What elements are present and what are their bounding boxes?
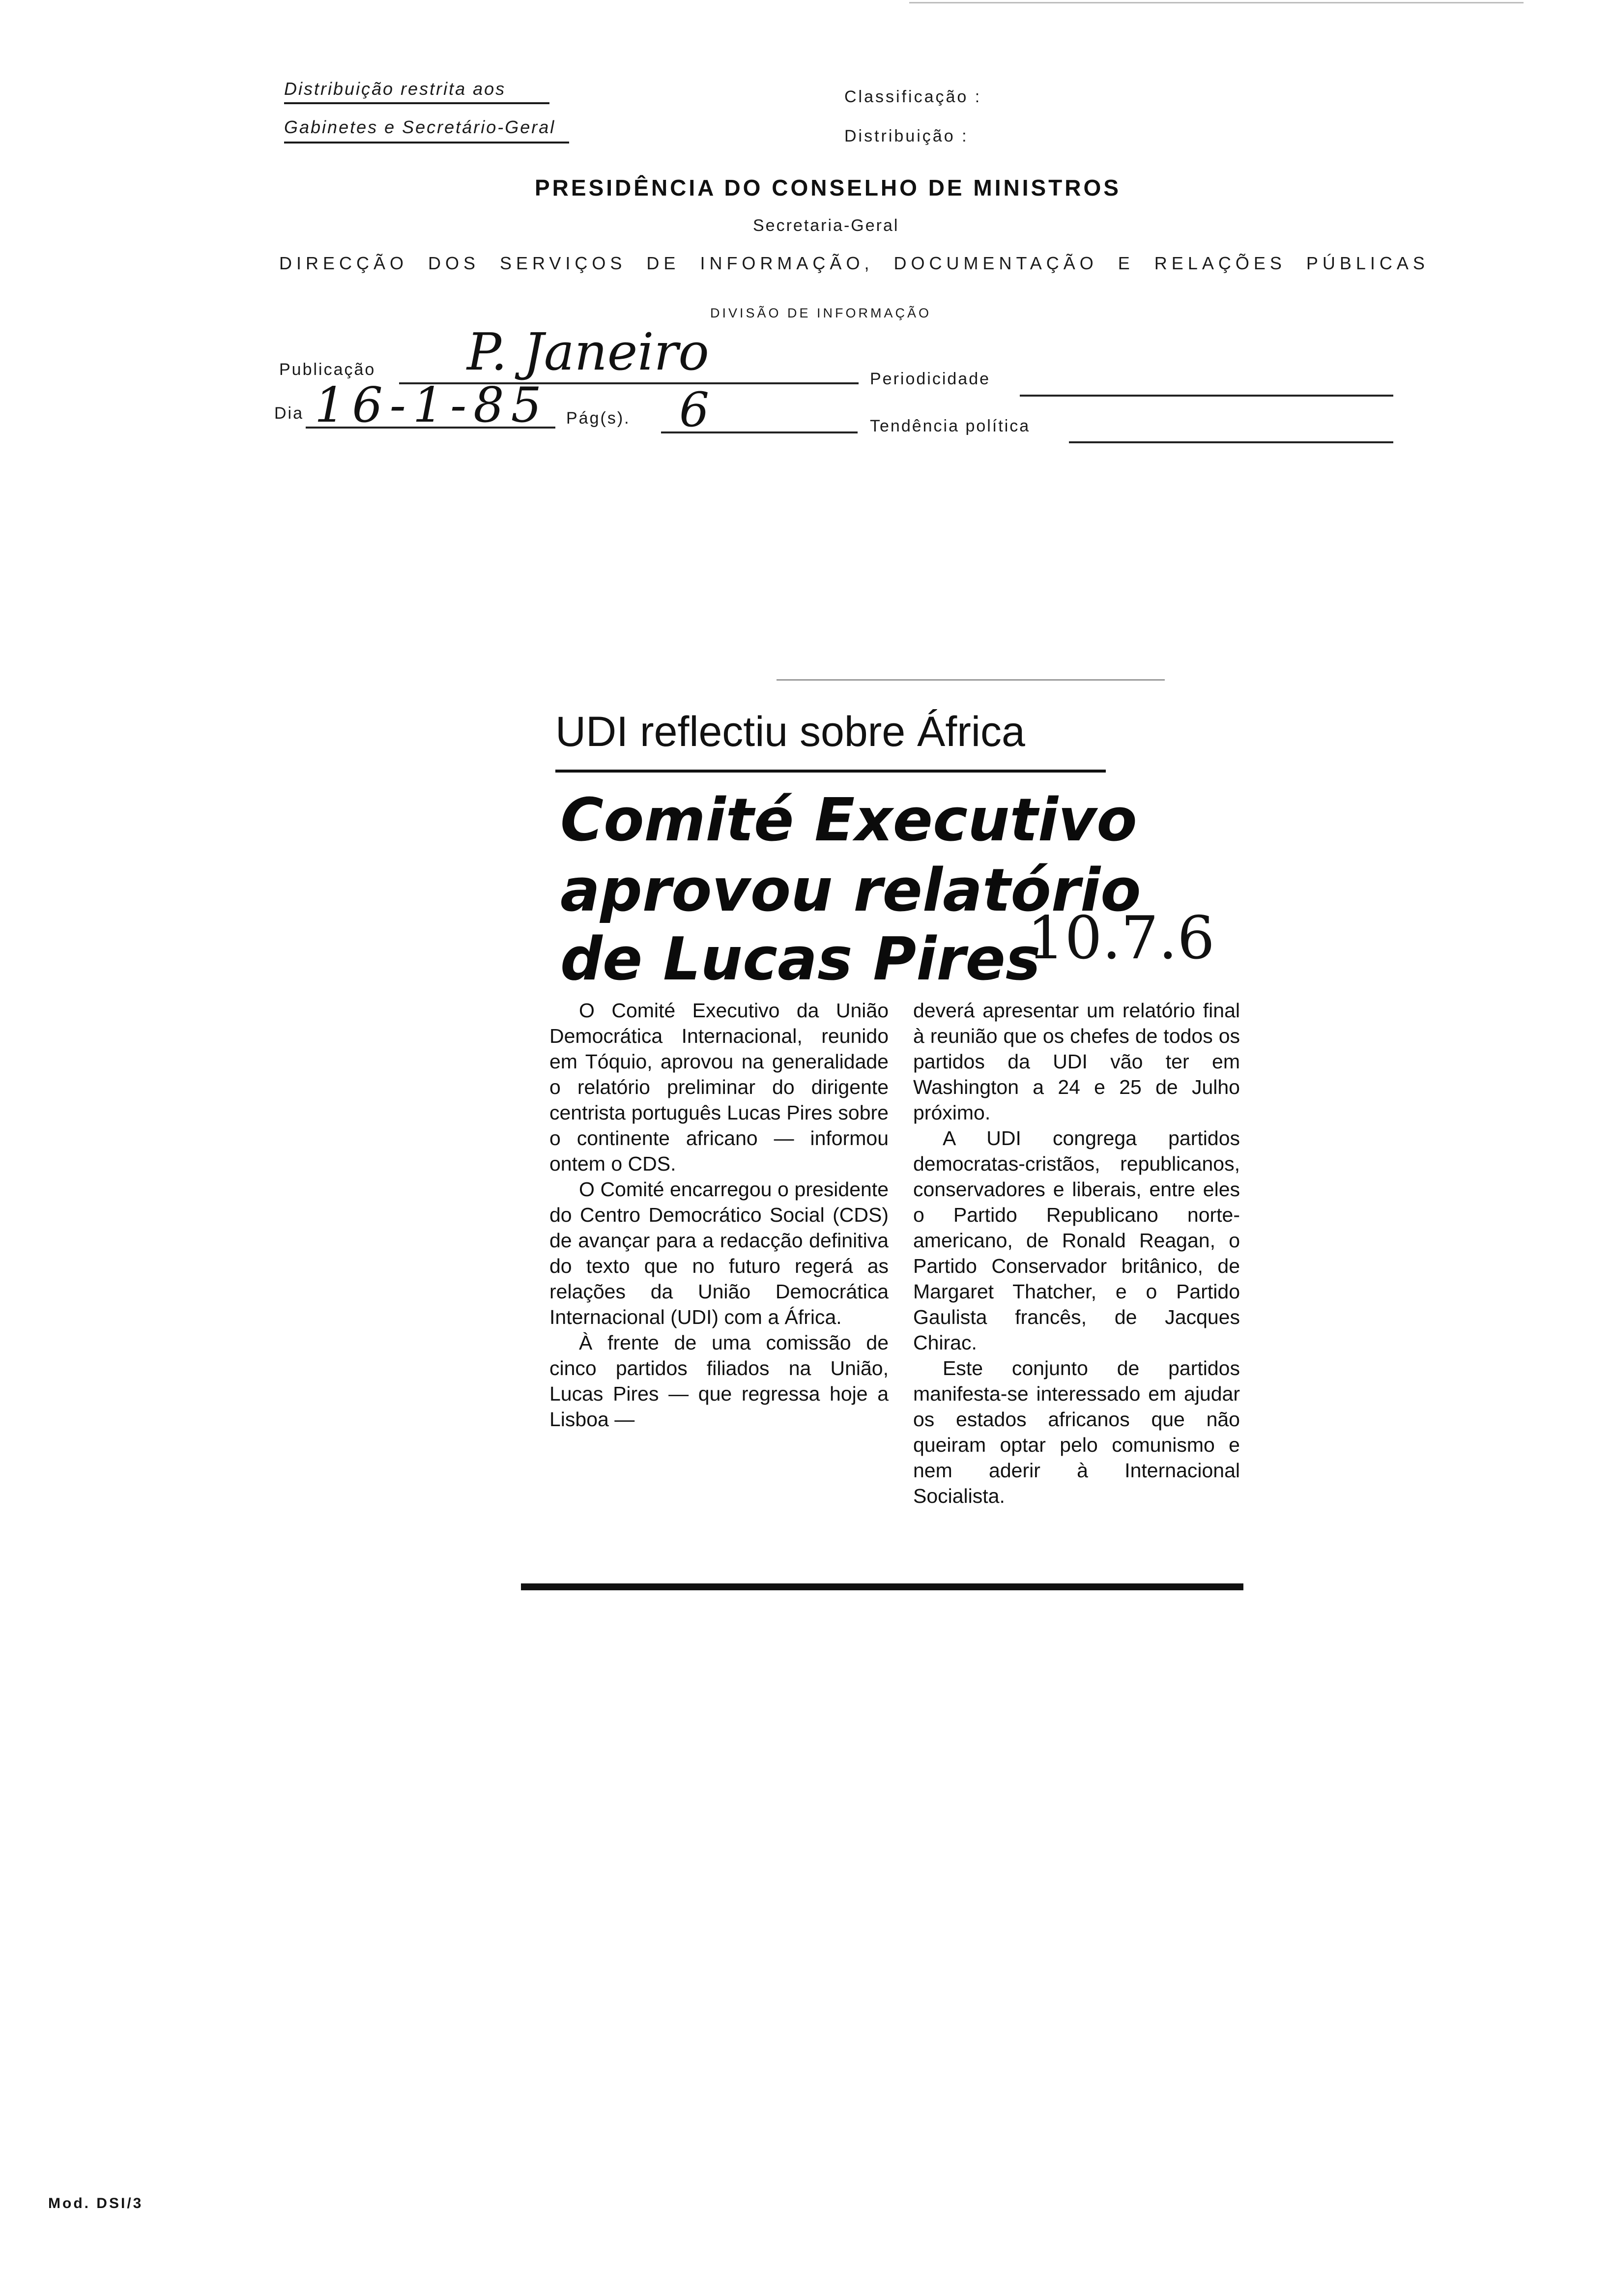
article-column-1 <box>549 998 889 1432</box>
distribution-restriction-underline1 <box>284 102 549 104</box>
article-kicker: UDI reflectiu sobre África <box>555 708 1025 755</box>
article-paragraph-4: deverá apresentar um relatório final à reunião que os chefes de todos os partidos da UDI vão ter em Washington a 24 e 25 de Julho próximo. <box>913 999 1240 1124</box>
pages-value-handwritten: 6 <box>679 382 710 437</box>
distribution-label: Distribuição : <box>844 127 969 145</box>
periodicity-label: Periodicidade <box>870 370 991 388</box>
distribution-restriction-line2: Gabinetes e Secretário-Geral <box>284 117 556 137</box>
pages-label: Pág(s). <box>566 409 631 428</box>
article-paragraph-6: Este conjunto de partidos manifesta-se interessado em ajudar os estados africanos que não queiram optar pelo comunismo e nem aderir à Internacional Socialista. <box>913 1357 1240 1507</box>
article-paragraph-5: A UDI congrega partidos democratas-cristãos, republicanos, conservadores e liberais, entre eles o Partido Republicano norte-americano, de Ronald Reagan, o Partido Conservador britânico, de Margaret Thatcher, e o Partido Gaulista francês, de Jacques Chirac. <box>913 1127 1240 1354</box>
directorate-title: DIRECÇÃO DOS SERVIÇOS DE INFORMAÇÃO, DOCUMENTAÇÃO E RELAÇÕES PÚBLICAS <box>279 253 1429 273</box>
kicker-rule <box>555 770 1106 773</box>
tendency-field-line <box>1069 441 1393 443</box>
headline-line2: aprovou relatório <box>560 857 1141 925</box>
day-label: Dia <box>274 404 304 423</box>
handwritten-annotation: 10.7.6 <box>1027 904 1215 973</box>
day-value-handwritten: 16-1-85 <box>315 377 548 433</box>
periodicity-field-line <box>1020 395 1393 397</box>
headline-line3: de Lucas Pires <box>560 925 1041 994</box>
article-bottom-rule <box>521 1583 1243 1590</box>
article-paragraph-2: O Comité encarregou o presidente do Centro Democrático Social (CDS) de avançar para a redacção definitiva do texto que no futuro regerá as relações da União Democrática Internacional (UDI) com a África. <box>549 1178 889 1328</box>
tendency-label: Tendência política <box>870 417 1031 435</box>
scan-mark-top <box>909 2 1524 3</box>
article-paragraph-3: À frente de uma comissão de cinco partidos filiados na União, Lucas Pires — que regressa hoje a Lisboa — <box>549 1331 889 1431</box>
article-paragraph-1: O Comité Executivo da União Democrática Internacional, reunido em Tóquio, aprovou na generalidade o relatório preliminar do dirigente centrista português Lucas Pires sobre o continente africano — informou ontem o CDS. <box>549 999 889 1175</box>
headline-line1: Comité Executivo <box>560 786 1137 855</box>
distribution-restriction-line1: Distribuição restrita aos <box>284 79 506 99</box>
article-column-2 <box>913 998 1240 1509</box>
form-code: Mod. DSI/3 <box>48 2195 144 2211</box>
classification-label: Classificação : <box>844 87 982 106</box>
institution-title: PRESIDÊNCIA DO CONSELHO DE MINISTROS <box>535 175 1121 201</box>
clipping-top-edge <box>777 679 1165 681</box>
secretariat-label: Secretaria-Geral <box>753 216 899 235</box>
distribution-restriction-underline2 <box>284 142 569 144</box>
publication-value-handwritten: P. Janeiro <box>467 322 709 382</box>
division-label: DIVISÃO DE INFORMAÇÃO <box>710 306 932 320</box>
publication-label: Publicação <box>279 360 376 379</box>
